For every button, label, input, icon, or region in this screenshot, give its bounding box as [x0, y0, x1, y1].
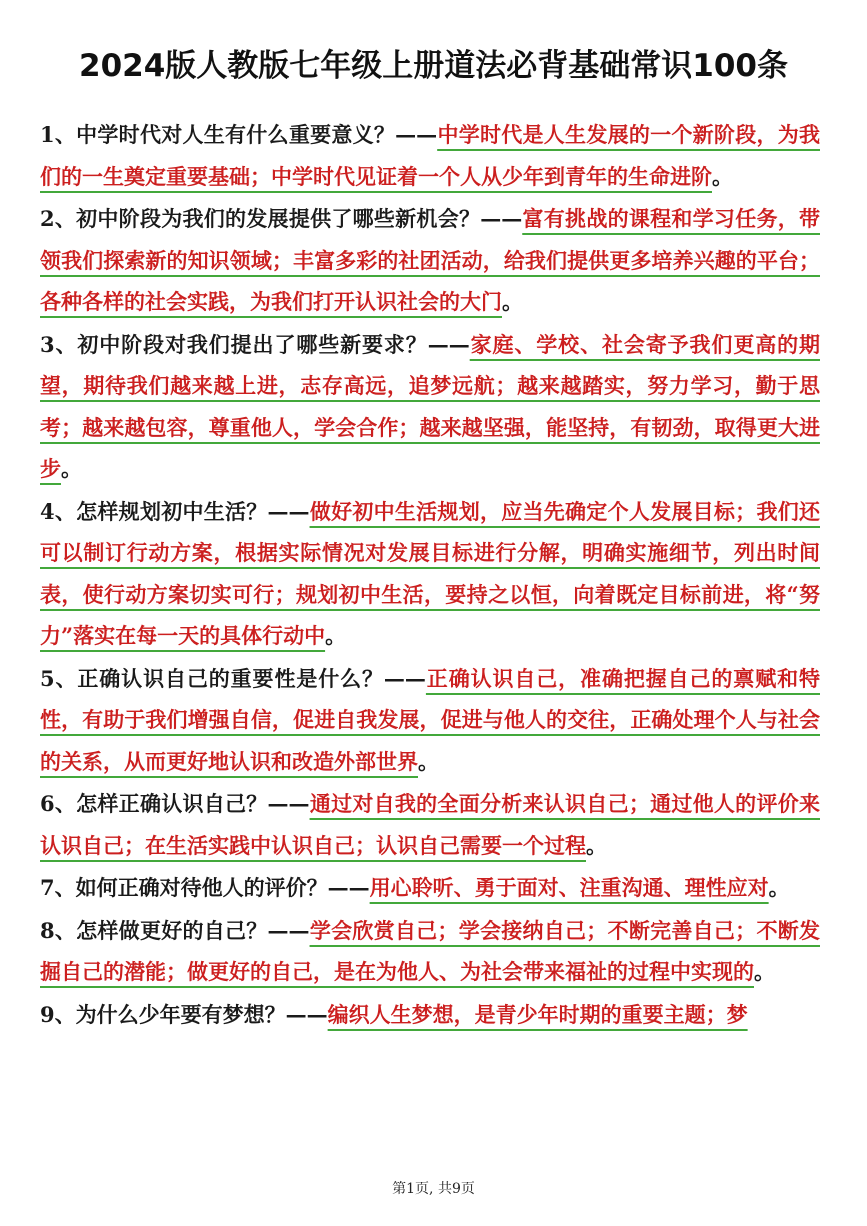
- question-text: 5、正确认识自己的重要性是什么？——: [40, 665, 426, 691]
- answer-text: 用心聆听、勇于面对、注重沟通、理性应对: [369, 875, 769, 900]
- question-text: 3、初中阶段对我们提出了哪些新要求？——: [40, 331, 470, 357]
- question-text: 6、怎样正确认识自己？——: [40, 791, 310, 816]
- question-text: 8、怎样做更好的自己？——: [40, 917, 310, 943]
- qa-item-9: [40, 994, 820, 1036]
- qa-item-1: [40, 114, 820, 197]
- answer-end-mark: 。: [586, 832, 607, 858]
- qa-item-4: [40, 491, 820, 657]
- answer-text: 中学时代是人生发展的一个新阶段，为我们的一生奠定重要基础；中学时代见证着一个人从少年到青年的生命进阶: [40, 122, 820, 189]
- answer-text: 编织人生梦想，是青少年时期的重要主题；梦: [327, 1001, 748, 1027]
- answer-end-mark: 。: [712, 163, 733, 189]
- page-footer: 第1页, 共9页: [392, 1181, 475, 1197]
- qa-item-7: [40, 867, 820, 909]
- answer-text: 富有挑战的课程和学习任务，带领我们探索新的知识领域；丰富多彩的社团活动，给我们提供更多培养兴趣的平台；各种各样的社会实践，为我们打开认识社会的大门: [40, 206, 820, 314]
- qa-item-6: [40, 783, 820, 866]
- qa-item-2: [40, 198, 820, 323]
- answer-text: 通过对自我的全面分析来认识自己；通过他人的评价来认识自己；在生活实践中认识自己；认识自己需要一个过程: [40, 791, 820, 858]
- answer-end-mark: 。: [754, 959, 775, 984]
- answer-end-mark: 。: [325, 623, 347, 648]
- answer-text: 正确认识自己，准确把握自己的禀赋和特性，有助于我们增强自信，促进自我发展，促进与他人的交往，正确处理个人与社会的关系，从而更好地认识和改造外部世界: [40, 665, 820, 774]
- answer-end-mark: 。: [61, 456, 82, 481]
- qa-list: [40, 114, 820, 1036]
- answer-text: 家庭、学校、社会寄予我们更高的期望，期待我们越来越上进，志存高远，追梦远航；越来越踏实，努力学习，勤于思考；越来越包容，尊重他人，学会合作；越来越坚强，能坚持，有韧劲，取得更大进步: [40, 331, 820, 481]
- document-title: 2024版人教版七年级上册道法必背基础常识100条: [79, 48, 788, 84]
- question-text: 1、中学时代对人生有什么重要意义？——: [40, 122, 438, 147]
- question-text: 9、为什么少年要有梦想？——: [40, 1001, 328, 1027]
- question-text: 2、初中阶段为我们的发展提供了哪些新机会？——: [40, 206, 523, 231]
- answer-end-mark: 。: [768, 875, 790, 900]
- question-text: 7、如何正确对待他人的评价？——: [40, 875, 370, 900]
- answer-text: 学会欣赏自己；学会接纳自己；不断完善自己；不断发掘自己的潜能；做更好的自己，是在为他人、为社会带来福祉的过程中实现的: [40, 917, 820, 984]
- answer-end-mark: 。: [418, 748, 439, 774]
- question-text: 4、怎样规划初中生活？——: [40, 498, 310, 524]
- qa-item-5: [40, 658, 820, 783]
- qa-item-3: [40, 324, 820, 490]
- answer-end-mark: 。: [502, 289, 523, 314]
- answer-text: 做好初中生活规划，应当先确定个人发展目标；我们还可以制订行动方案，根据实际情况对发展目标进行分解，明确实施细节，列出时间表，使行动方案切实可行；规划初中生活，要持之以恒，向着既定目标前进，将“努力”落实在每一天的具体行动中: [40, 498, 820, 648]
- qa-item-8: [40, 910, 820, 993]
